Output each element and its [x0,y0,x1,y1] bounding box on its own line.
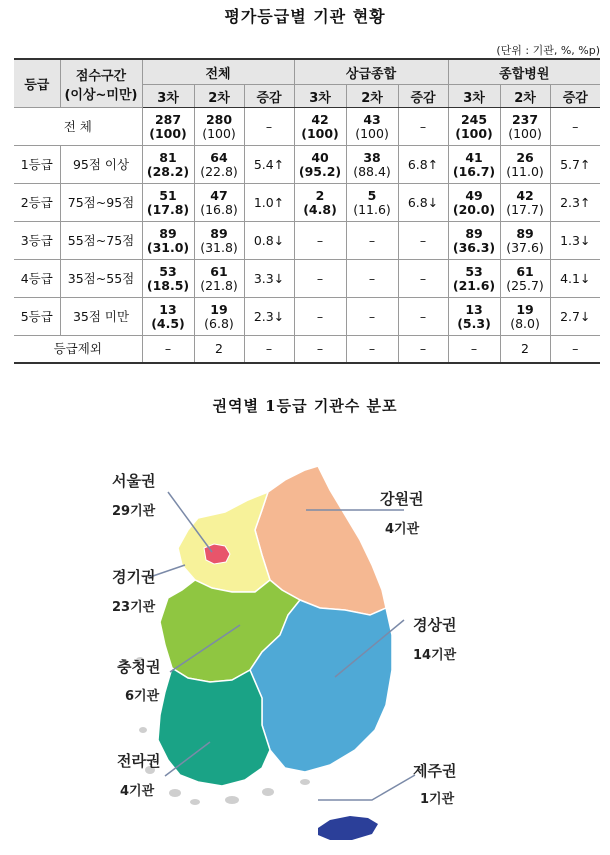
korea-map-svg [0,430,610,855]
cell-percent: (100) [355,125,389,141]
cell-value: 245 [460,111,488,127]
cell-value: – [419,270,427,286]
value-cell [346,298,398,336]
value-cell [142,222,194,260]
value-cell [398,260,448,298]
cell-percent: (100) [508,125,542,141]
grade-cell: 1등급 [14,146,60,184]
cell-value: 41 [465,149,483,165]
cell-value: – [470,341,478,356]
value-cell [346,222,398,260]
range-cell: 35점 미만 [60,298,142,336]
cell-value: 13 [465,301,483,317]
value-cell [294,260,346,298]
value-cell [142,336,194,364]
cell-percent: (17.8) [146,201,190,217]
value-cell [346,336,398,364]
value-cell [448,260,500,298]
unit-note: (단위 : 기관, %, %p) [496,44,600,57]
value-cell [244,146,294,184]
value-cell [346,260,398,298]
cell-value: – [316,341,324,356]
value-cell [194,108,244,146]
value-cell [294,222,346,260]
header-grade: 등급 [14,59,60,108]
cell-percent: (36.3) [452,239,496,255]
cell-value: 2.3↓ [253,308,285,324]
value-cell [244,298,294,336]
cell-value: – [316,308,324,324]
value-cell [550,146,600,184]
subheader: 2차 [346,85,398,108]
cell-value: – [368,232,376,248]
cell-percent: (31.8) [200,239,238,255]
cell-value: 53 [465,263,483,279]
value-cell [500,184,550,222]
cell-value: 237 [511,111,539,127]
region-map [0,430,610,855]
count-jeju: 1기관 [420,792,455,807]
value-cell [550,108,600,146]
subheader: 3차 [294,85,346,108]
value-cell [142,298,194,336]
value-cell [398,108,448,146]
cell-value: 89 [516,225,534,241]
cell-value: 2 [315,187,325,203]
value-cell [448,298,500,336]
header-range [60,59,142,108]
subheader: 3차 [448,85,500,108]
cell-percent: (21.8) [200,277,238,293]
value-cell [346,108,398,146]
value-cell [500,146,550,184]
cell-value: 61 [210,263,228,279]
count-jeolla: 4기관 [120,784,155,799]
cell-value: 1.0↑ [253,194,285,210]
page-title: 평가등급별 기관 현황 [224,7,386,26]
cell-value: 0.8↓ [253,232,285,248]
cell-percent: (37.6) [506,239,544,255]
cell-value: 2.7↓ [560,308,591,324]
label-seoul: 서울권 [112,472,156,490]
cell-value: 89 [159,225,177,241]
cell-value: 5.4↑ [253,156,285,172]
cell-value: – [164,341,172,356]
cell-value: 49 [465,187,483,203]
cell-percent: (4.8) [303,201,337,217]
cell-value: 1.3↓ [560,232,591,248]
header-range-label: 점수구간 [75,68,127,84]
count-seoul: 29기관 [112,504,156,519]
cell-percent: (21.6) [452,277,496,293]
cell-value: 61 [516,263,534,279]
cell-percent: (4.5) [151,315,185,331]
value-cell [194,298,244,336]
range-cell: 95점 이상 [60,146,142,184]
grade-cell: 5등급 [14,298,60,336]
value-cell [500,298,550,336]
cell-percent: (100) [301,125,339,141]
grade-cell: 3등급 [14,222,60,260]
cell-percent: (100) [149,125,187,141]
cell-value: 5 [367,187,377,203]
range-cell: 55점~75점 [60,222,142,260]
value-cell [550,222,600,260]
cell-value: – [368,308,376,324]
value-cell [194,336,244,364]
value-cell [346,146,398,184]
cell-value: 19 [516,301,534,317]
map-title: 권역별 1등급 기관수 분포 [212,397,398,415]
grade-cell: 전 체 [14,108,142,146]
value-cell [448,108,500,146]
table-row [14,108,600,146]
value-cell [142,108,194,146]
table-row [14,298,600,336]
cell-percent: (11.0) [506,163,544,179]
cell-percent: (5.3) [457,315,491,331]
subheader: 증감 [550,85,600,108]
value-cell [398,222,448,260]
value-cell [194,184,244,222]
cell-value: – [316,270,324,286]
value-cell [500,108,550,146]
value-cell [244,184,294,222]
grade-cell: 2등급 [14,184,60,222]
table-row [14,184,600,222]
label-gyeonggi: 경기권 [112,568,156,586]
range-cell: 75점~95점 [60,184,142,222]
value-cell [500,222,550,260]
cell-value: 81 [159,149,177,165]
cell-percent: (100) [202,125,236,141]
label-jeolla: 전라권 [117,752,161,770]
value-cell [500,260,550,298]
cell-percent: (25.7) [506,277,544,293]
value-cell [448,222,500,260]
cell-value: 3.3↓ [253,270,285,286]
value-cell [448,146,500,184]
value-cell [294,336,346,364]
cell-value: 4.1↓ [560,270,591,286]
header-group-tertiary: 상급종합 [294,59,448,85]
header-group-general: 종합병원 [448,59,600,85]
cell-value: 40 [311,149,329,165]
cell-value: 287 [154,111,182,127]
subheader: 3차 [142,85,194,108]
subheader: 증감 [244,85,294,108]
cell-percent: (88.4) [353,163,391,179]
value-cell [294,298,346,336]
count-chungcheong: 6기관 [125,689,160,704]
cell-value: 47 [210,187,228,203]
region-jeju [318,816,378,840]
value-cell [244,108,294,146]
table-row [14,260,600,298]
value-cell [294,146,346,184]
cell-value: – [419,341,427,356]
cell-value: 38 [363,149,381,165]
cell-value: 43 [363,111,381,127]
value-cell [550,298,600,336]
cell-percent: (22.8) [200,163,238,179]
cell-value: – [265,118,273,134]
cell-value: – [419,118,427,134]
cell-value: – [368,270,376,286]
cell-value: 2 [215,341,223,356]
value-cell [398,298,448,336]
cell-percent: (16.7) [452,163,496,179]
value-cell [398,184,448,222]
value-cell [550,336,600,364]
cell-percent: (11.6) [353,201,391,217]
value-cell [398,336,448,364]
cell-value: 280 [205,111,233,127]
count-gyeonggi: 23기관 [112,600,156,615]
cell-value: – [265,341,273,356]
cell-percent: (16.8) [200,201,238,217]
cell-value: 2 [521,341,529,356]
table-row [14,336,600,364]
cell-percent: (20.0) [452,201,496,217]
cell-value: 64 [210,149,228,165]
cell-value: – [419,232,427,248]
value-cell [448,336,500,364]
subheader: 2차 [500,85,550,108]
value-cell [550,260,600,298]
table-row [14,146,600,184]
cell-value: 89 [465,225,483,241]
region-gyeonggi [178,492,270,592]
cell-value: – [572,341,579,356]
subheader: 2차 [194,85,244,108]
value-cell [142,146,194,184]
label-gangwon: 강원권 [380,490,424,508]
subheader: 증감 [398,85,448,108]
cell-value: 26 [516,149,534,165]
cell-value: 19 [210,301,228,317]
cell-value: 5.7↑ [560,156,591,172]
cell-percent: (17.7) [506,201,544,217]
value-cell [244,336,294,364]
cell-value: 89 [210,225,228,241]
cell-value: – [368,341,376,356]
cell-percent: (28.2) [146,163,190,179]
cell-value: 2.3↑ [560,194,591,210]
table-row [14,222,600,260]
value-cell [244,260,294,298]
cell-percent: (6.8) [204,315,234,331]
value-cell [142,184,194,222]
value-cell [346,184,398,222]
count-gangwon: 4기관 [385,522,420,537]
header-range-sub: (이상~미만) [64,87,138,103]
value-cell [448,184,500,222]
label-jeju: 제주권 [413,762,457,780]
cell-value: – [316,232,324,248]
grade-table [14,58,600,364]
label-gyeongsang: 경상권 [413,616,457,634]
label-chungcheong: 충청권 [117,658,161,676]
value-cell [244,222,294,260]
count-gyeongsang: 14기관 [413,648,457,663]
cell-value: 51 [159,187,177,203]
range-cell: 35점~55점 [60,260,142,298]
value-cell [294,184,346,222]
cell-value: 42 [311,111,329,127]
cell-percent: (100) [455,125,493,141]
cell-value: 53 [159,263,177,279]
value-cell [294,108,346,146]
cell-value: – [572,118,579,134]
cell-value: 6.8↑ [407,156,439,172]
value-cell [550,184,600,222]
value-cell [194,222,244,260]
value-cell [398,146,448,184]
cell-percent: (31.0) [146,239,190,255]
value-cell [142,260,194,298]
grade-cell: 4등급 [14,260,60,298]
cell-value: 13 [159,301,177,317]
value-cell [500,336,550,364]
cell-value: 42 [516,187,534,203]
value-cell [194,260,244,298]
cell-percent: (18.5) [146,277,190,293]
cell-percent: (95.2) [298,163,342,179]
header-group-all: 전체 [142,59,294,85]
value-cell [194,146,244,184]
cell-percent: (8.0) [510,315,540,331]
grade-cell: 등급제외 [14,336,142,364]
cell-value: 6.8↓ [407,194,439,210]
cell-value: – [419,308,427,324]
